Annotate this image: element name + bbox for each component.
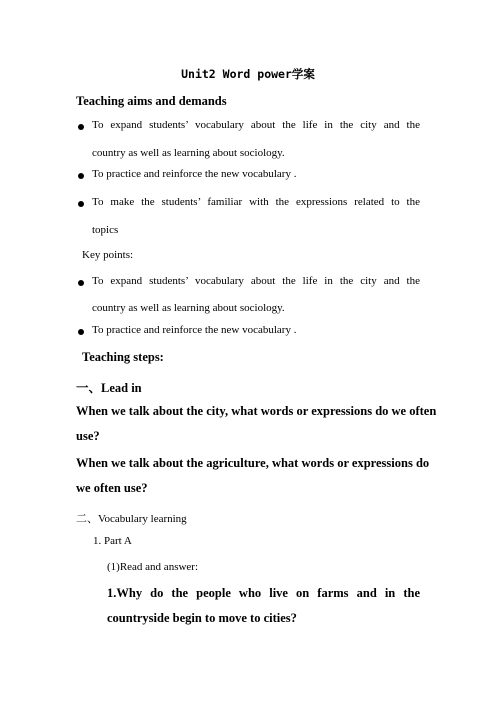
question-agriculture-line-1: When we talk about the agriculture, what words or expressions do [76,456,430,470]
question-agriculture-line-2: we often use? [76,481,148,495]
section-1-heading: 一、Lead in [76,381,142,395]
aim-3-line-1: To make the students’ familiar with the expressions related to the [92,196,420,208]
bullet-icon [78,280,84,286]
question-1-line-1: 1.Why do the people who live on farms and in the [107,586,420,600]
aims-heading: Teaching aims and demands [76,94,227,108]
part-a-label: 1. Part A [93,535,132,547]
aim-2-line-1: To practice and reinforce the new vocabulary . [92,168,297,180]
page-title: Unit2 Word power学案 [181,67,315,81]
bullet-icon [78,201,84,207]
key-point-1-line-1: To expand students’ vocabulary about the life in the city and the [92,275,420,287]
question-city-line-1: When we talk about the city, what words or expressions do we often [76,404,437,418]
aim-1-line-1: To expand students’ vocabulary about the life in the city and the [92,119,420,131]
question-city-line-2: use? [76,429,100,443]
question-1-line-2: countryside begin to move to cities? [107,611,297,625]
steps-heading: Teaching steps: [82,350,164,364]
key-point-2-line-1: To practice and reinforce the new vocabulary . [92,324,297,336]
bullet-icon [78,124,84,130]
aim-3-line-2: topics [92,224,119,236]
key-point-1-line-2: country as well as learning about sociology. [92,302,285,314]
bullet-icon [78,173,84,179]
read-answer-label: (1)Read and answer: [107,561,199,573]
aim-1-line-2: country as well as learning about sociology. [92,147,285,159]
section-2-heading: 二、Vocabulary learning [76,513,187,525]
bullet-icon [78,329,84,335]
key-points-label: Key points: [82,249,134,261]
